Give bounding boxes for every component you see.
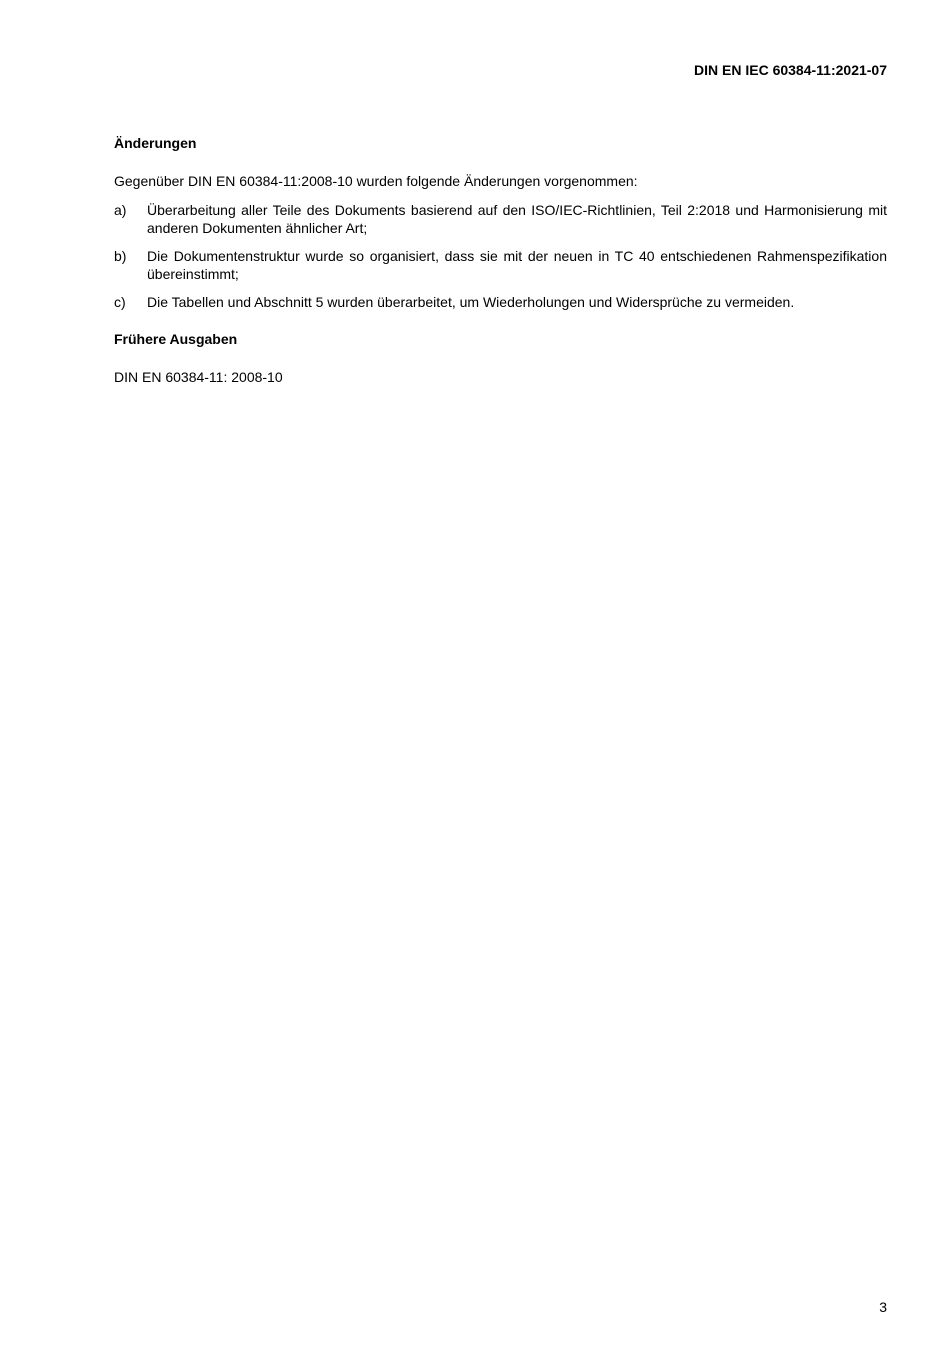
changes-heading: Änderungen bbox=[114, 135, 197, 151]
list-item bbox=[114, 247, 887, 283]
list-item bbox=[114, 201, 887, 237]
list-item-text: Die Tabellen und Abschnitt 5 wurden überarbeitet, um Wiederholungen und Widersprüche zu vermeiden. bbox=[147, 294, 795, 310]
page-number: 3 bbox=[879, 1299, 887, 1315]
list-item-marker: c) bbox=[114, 294, 126, 310]
list-item-text: Die Dokumentenstruktur wurde so organisiert, dass sie mit der neuen in TC 40 entschiedenen Rahmenspezifikation übereinstimmt; bbox=[147, 248, 887, 282]
previous-edition-entry: DIN EN 60384-11: 2008-10 bbox=[114, 369, 283, 385]
previous-editions-heading: Frühere Ausgaben bbox=[114, 331, 238, 347]
changes-intro: Gegenüber DIN EN 60384-11:2008-10 wurden folgende Änderungen vorgenommen: bbox=[114, 173, 638, 189]
document-code-header: DIN EN IEC 60384-11:2021-07 bbox=[694, 62, 887, 78]
list-item-marker: b) bbox=[114, 248, 127, 264]
page-content bbox=[114, 134, 887, 386]
list-item bbox=[114, 293, 887, 311]
changes-list bbox=[114, 201, 887, 311]
list-item-text: Überarbeitung aller Teile des Dokuments basierend auf den ISO/IEC-Richtlinien, Teil 2:2018 und Harmonisierung mit anderen Dokumenten ähnlicher Art; bbox=[147, 202, 887, 236]
list-item-marker: a) bbox=[114, 202, 127, 218]
